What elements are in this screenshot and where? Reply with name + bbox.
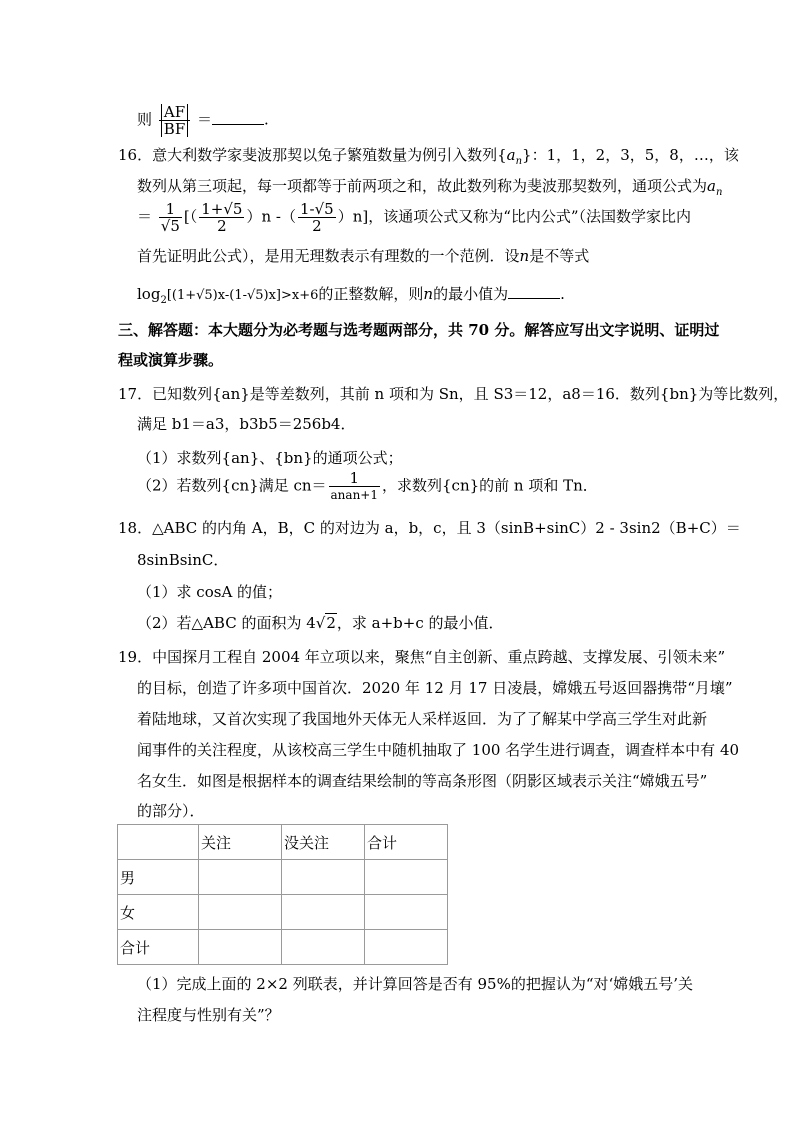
q18-p2-text: （2）若△ABC 的面积为 4 bbox=[137, 614, 316, 632]
q16-var-n2: n bbox=[423, 285, 434, 303]
q17-p2-text: （2）若数列{cn}满足 cn＝ bbox=[137, 476, 327, 495]
q16-sub-n2: n bbox=[715, 187, 723, 198]
q17-p2-tail: ，求数列{cn}的前 n 项和 Tn． bbox=[382, 476, 598, 495]
q16-line-1 bbox=[118, 144, 739, 173]
q16-var-a2: a bbox=[707, 177, 716, 195]
cn-num: 1 bbox=[329, 470, 380, 487]
q16-sub-n: n bbox=[515, 156, 523, 167]
q17-line-1: 17．已知数列{an}是等差数列，其前 n 项和为 Sn，且 S3＝12，a8＝16．数列{bn}为等比数列， bbox=[118, 385, 789, 403]
q16-eq: ＝ bbox=[137, 207, 153, 226]
psi-den: 2 bbox=[312, 217, 322, 235]
q17-part-2 bbox=[137, 470, 598, 503]
q19-line-1: 19．中国探月工程自 2004 年立项以来，聚焦“自主创新、重点跨越、支撑发展、引领未来” bbox=[118, 648, 726, 666]
psi-fraction bbox=[298, 201, 336, 234]
table-cell[interactable] bbox=[199, 930, 282, 965]
q16-var-n: n bbox=[519, 247, 530, 265]
cn-fraction bbox=[329, 470, 380, 503]
ratio-denominator: BF bbox=[161, 121, 188, 137]
q18-line-2: 8sinBsinC． bbox=[137, 551, 229, 569]
sqrt-2: 2 bbox=[326, 614, 336, 632]
table-cell[interactable] bbox=[199, 860, 282, 895]
answer-blank[interactable] bbox=[212, 110, 264, 125]
answer-blank-16[interactable] bbox=[508, 284, 560, 299]
section3-heading: 三、解答题：本大题分为必考题与选考题两部分，共 70 分。解答应写出文字说明、证明过 bbox=[118, 321, 720, 339]
table-cell[interactable] bbox=[282, 895, 365, 930]
coef-den: √5 bbox=[160, 217, 180, 235]
phi-fraction bbox=[199, 201, 244, 234]
table-cell[interactable] bbox=[199, 895, 282, 930]
coef-num: 1 bbox=[159, 201, 182, 218]
row-label: 男 bbox=[118, 860, 199, 895]
table-header-cell: 合计 bbox=[365, 825, 448, 860]
ratio-fraction bbox=[159, 104, 190, 137]
row-label: 合计 bbox=[118, 930, 199, 965]
q19-part-1-cont: 注程度与性别有关”？ bbox=[137, 1006, 280, 1024]
table-cell[interactable] bbox=[365, 895, 448, 930]
ratio-numerator: AF bbox=[161, 104, 188, 120]
q19-line-3: 着陆地球，又首次实现了我国地外天体无人采样返回．为了了解某中学高三学生对此新 bbox=[137, 710, 708, 728]
log-label: log bbox=[137, 285, 161, 303]
table-cell[interactable] bbox=[282, 930, 365, 965]
phi-num: 1+√5 bbox=[201, 200, 243, 218]
q16-number: 16． bbox=[118, 146, 153, 164]
psi-num: 1-√5 bbox=[299, 200, 334, 218]
q16-exp1: ）n -（ bbox=[246, 207, 296, 226]
table-row bbox=[118, 860, 448, 895]
q15-answer-line bbox=[137, 104, 269, 137]
q16-var-a: a bbox=[506, 146, 516, 164]
q16-line-4 bbox=[137, 245, 589, 267]
q16-exp2: ）n]，该通项公式又称为“比内公式”（法国数学家比内 bbox=[337, 207, 692, 226]
q16-line-5 bbox=[137, 283, 565, 312]
q15-prefix: 则 bbox=[137, 110, 153, 129]
q16-text-1b: }：1，1，2，3，5，8，…，该 bbox=[522, 146, 739, 164]
q16-bracket: [（ bbox=[183, 207, 198, 226]
log-base: 2 bbox=[160, 295, 167, 306]
q19-line-6: 的部分）． bbox=[137, 802, 205, 820]
table-header-row bbox=[118, 825, 448, 860]
q16-text-2: 数列从第三项起，每一项都等于前两项之和，故此数列称为斐波那契数列，通项公式为 bbox=[137, 177, 708, 195]
table-cell[interactable] bbox=[282, 860, 365, 895]
q15-eq: ＝ bbox=[197, 110, 213, 129]
cn-den: anan+1 bbox=[330, 488, 378, 502]
table-row bbox=[118, 895, 448, 930]
q16-line-3 bbox=[137, 201, 691, 234]
q16-text-4: 首先证明此公式），是用无理数表示有理数的一个范例．设 bbox=[137, 247, 520, 265]
table-header-cell: 关注 bbox=[199, 825, 282, 860]
table-cell bbox=[118, 825, 199, 860]
q18-p2-tail: ，求 a+b+c 的最小值． bbox=[336, 614, 504, 632]
q16-text-5b: 的最小值为 bbox=[433, 285, 509, 303]
q16-text-4b: 是不等式 bbox=[529, 247, 590, 265]
q18-line-1: 18．△ABC 的内角 A，B，C 的对边为 a，b，c，且 3（sinB+sinC）2 - 3sin2（B+C）＝ bbox=[118, 519, 741, 537]
q19-line-2: 的目标，创造了许多项中国首次．2020 年 12 月 17 日凌晨，嫦娥五号返回器携带“月壤” bbox=[137, 679, 733, 697]
inequality: [(1+√5)x-(1-√5)x]>x+6 bbox=[166, 288, 319, 303]
q16-end: . bbox=[560, 285, 565, 303]
binet-coef-fraction bbox=[159, 201, 182, 234]
q19-line-4: 闻事件的关注程度，从该校高三学生中随机抽取了 100 名学生进行调查，调查样本中有 40 bbox=[137, 741, 740, 759]
q17-line-2: 满足 b1＝a3，b3b5＝256b4． bbox=[137, 415, 356, 433]
contingency-table bbox=[117, 824, 448, 965]
section3-heading-2: 程或演算步骤。 bbox=[118, 351, 224, 369]
q18-part-2: （2）若△ABC 的面积为 4√2，求 a+b+c 的最小值． bbox=[137, 614, 504, 632]
phi-den: 2 bbox=[217, 217, 227, 235]
table-header-cell: 没关注 bbox=[282, 825, 365, 860]
q16-text-1a: 意大利数学家斐波那契以兔子繁殖数量为例引入数列{ bbox=[152, 146, 507, 164]
table-cell[interactable] bbox=[365, 930, 448, 965]
table-cell[interactable] bbox=[365, 860, 448, 895]
q19-line-5: 名女生．如图是根据样本的调查结果绘制的等高条形图（阴影区域表示关注“嫦娥五号” bbox=[137, 772, 708, 790]
table-row bbox=[118, 930, 448, 965]
q17-part-1: （1）求数列{an}、{bn}的通项公式； bbox=[137, 449, 403, 467]
row-label: 女 bbox=[118, 895, 199, 930]
q16-text-5: 的正整数解，则 bbox=[318, 285, 424, 303]
q15-end: . bbox=[264, 110, 269, 129]
q18-part-1: （1）求 cosA 的值； bbox=[137, 583, 283, 601]
q19-part-1: （1）完成上面的 2×2 列联表，并计算回答是否有 95%的把握认为“对‘嫦娥五号’关 bbox=[137, 975, 694, 993]
